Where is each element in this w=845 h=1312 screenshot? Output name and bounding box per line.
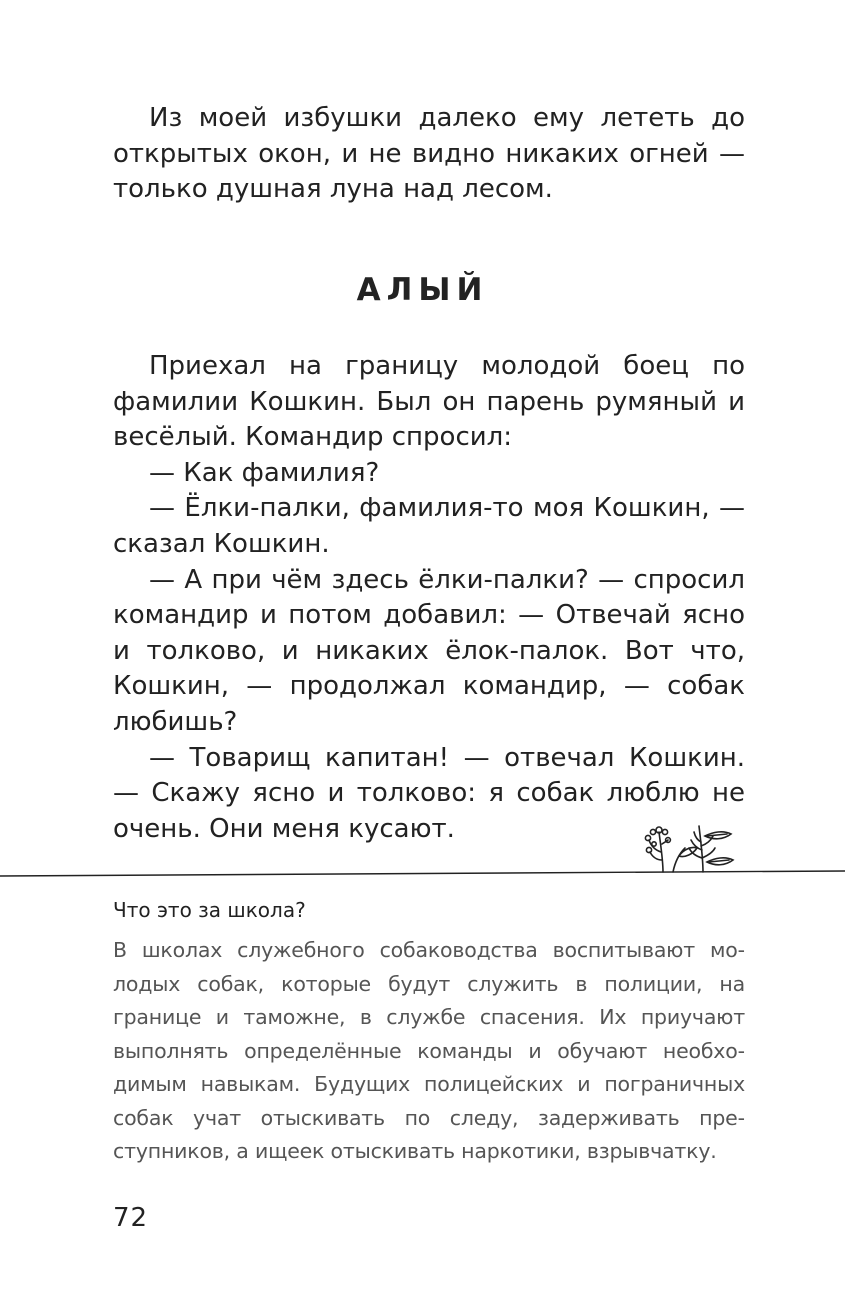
- page-number: 72: [113, 1203, 149, 1233]
- story-title: АЛЫЙ: [356, 272, 489, 308]
- intro-text-block: [113, 101, 745, 208]
- story-paragraph-3: — Ёлки-палки, фамилия-то моя Кошкин, — сказал Кошкин.: [113, 493, 745, 559]
- story-paragraph-5: — Товарищ капитан! — отвечал Кошкин. — Скажу ясно и толково: я собак люблю не очень. Они меня кусают.: [113, 742, 745, 844]
- info-box-heading: Что это за школа?: [113, 898, 306, 922]
- section-divider: [0, 862, 845, 882]
- story-text-block: [113, 349, 745, 847]
- story-paragraph-4: — А при чём здесь ёлки-палки? — спросил командир и потом добавил: — Отвечай ясно и толково, и никаких ёлок-палок. Вот что, Кошкин, — продолжал командир, — собак любишь?: [113, 564, 745, 737]
- story-paragraph-1: Приехал на границу молодой боец по фамилии Кошкин. Был он парень румяный и весёлый. Командир спросил:: [113, 351, 745, 453]
- info-box-text: В школах служебного собаководства воспитывают молодых собак, которые будут служить в полиции, на границе и таможне, в службе спасения. Их приучают выполнять определённые команды и обучают необходимым навыкам. Будущих полицейских и пограничных собак учат отыскивать по следу, задерживать преступников, а ищеек отыскивать наркотики, взрывчатку.: [113, 938, 745, 1163]
- info-box: [113, 898, 745, 1169]
- intro-paragraph: Из моей избушки далеко ему лететь до открытых окон, и не видно никаких огней — только душная луна над лесом.: [113, 103, 745, 205]
- story-paragraph-2: — Как фамилия?: [149, 457, 380, 488]
